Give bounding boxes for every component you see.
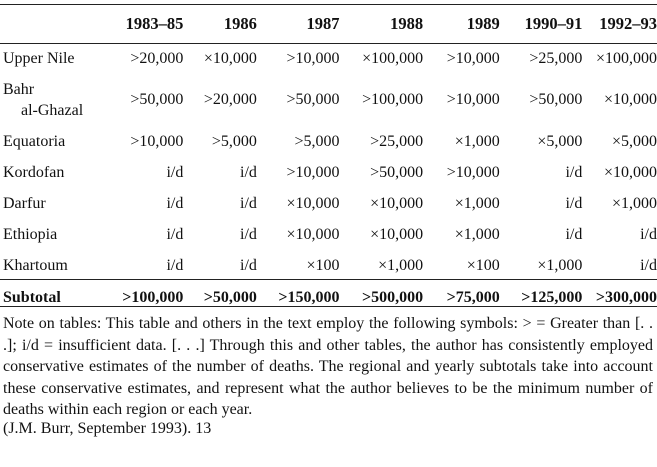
header-row bbox=[0, 5, 657, 43]
subtotal-cell: >50,000 bbox=[203, 288, 257, 306]
subtotal-cell: >300,000 bbox=[595, 288, 657, 306]
table-row bbox=[0, 157, 657, 188]
table-cell: >10,000 bbox=[446, 163, 500, 181]
table-cell: ×100,000 bbox=[362, 49, 424, 67]
table-cell: >20,000 bbox=[130, 49, 184, 67]
column-header bbox=[0, 5, 108, 43]
table-row bbox=[0, 126, 657, 157]
table-cell: i/d bbox=[640, 225, 657, 243]
column-header: 1992–93 bbox=[599, 14, 657, 33]
table-cell: ×5,000 bbox=[537, 132, 583, 150]
subtotal-cell: >125,000 bbox=[521, 288, 583, 306]
table-cell: >10,000 bbox=[286, 163, 340, 181]
table-cell: >50,000 bbox=[130, 91, 184, 108]
region-name: Kordofan bbox=[3, 163, 65, 181]
subtotal-label: Subtotal bbox=[3, 288, 61, 306]
column-header: 1986 bbox=[223, 14, 257, 33]
table-cell: ×5,000 bbox=[611, 132, 657, 150]
table-cell: ×1,000 bbox=[611, 194, 657, 212]
region-name: Equatoria bbox=[3, 132, 66, 150]
column-header: 1983–85 bbox=[125, 14, 184, 33]
table-cell: ×10,000 bbox=[603, 163, 657, 181]
table-cell: i/d bbox=[640, 256, 657, 274]
table-cell: i/d bbox=[565, 194, 583, 212]
column-header: 1987 bbox=[306, 14, 340, 33]
table-cell: ×100 bbox=[306, 256, 340, 274]
table-cell: ×100 bbox=[466, 256, 500, 274]
deaths-table bbox=[0, 5, 657, 312]
table-row bbox=[0, 219, 657, 250]
table-cell: >25,000 bbox=[529, 49, 583, 67]
table-cell: ×10,000 bbox=[370, 194, 424, 212]
table-cell: >5,000 bbox=[211, 132, 257, 150]
table-cell: >10,000 bbox=[286, 49, 340, 67]
table-cell: >10,000 bbox=[446, 91, 500, 108]
table-row bbox=[0, 43, 657, 74]
table-cell: i/d bbox=[240, 163, 257, 181]
table-cell: i/d bbox=[166, 194, 184, 212]
table-cell: i/d bbox=[166, 225, 184, 243]
table-cell: i/d bbox=[240, 225, 257, 243]
table-cell: >5,000 bbox=[294, 132, 340, 150]
region-name-line: al-Ghazal bbox=[21, 102, 84, 119]
table-cell: ×100,000 bbox=[595, 49, 657, 67]
table-cell: i/d bbox=[166, 163, 184, 181]
column-header: 1988 bbox=[390, 14, 424, 33]
table-cell: >50,000 bbox=[286, 91, 340, 108]
region-name: Khartoum bbox=[3, 256, 68, 274]
table-cell: i/d bbox=[565, 163, 583, 181]
column-header: 1990–91 bbox=[524, 14, 583, 33]
table-cell: >100,000 bbox=[362, 91, 424, 108]
table-cell: ×1,000 bbox=[454, 132, 500, 150]
source-citation: (J.M. Burr, September 1993). 13 bbox=[3, 420, 212, 437]
region-name: Ethiopia bbox=[3, 225, 58, 243]
table-cell: ×10,000 bbox=[203, 49, 257, 67]
table-note: Note on tables: This table and others in the text employ the following symbols: > = Greater than [. . .]; i/d = insufficient data. [. . .] Through this and other tables, the author has consistently employed conservative estimates of the number of deaths. The regional and yearly subtotals take into account these conservative estimates, and represent what the author believes to be the minimum number of deaths within each region or each year. bbox=[3, 315, 653, 419]
table-cell: ×1,000 bbox=[537, 256, 583, 274]
table-cell: i/d bbox=[565, 225, 583, 243]
subtotal-cell: >150,000 bbox=[278, 288, 340, 306]
region-name: Darfur bbox=[3, 194, 46, 212]
column-header: 1989 bbox=[466, 14, 500, 33]
subtotal-row bbox=[0, 281, 657, 312]
subtotal-cell: >500,000 bbox=[362, 288, 424, 306]
table-cell: >25,000 bbox=[370, 132, 424, 150]
table-cell: ×1,000 bbox=[378, 256, 424, 274]
table-cell: ×1,000 bbox=[454, 225, 500, 243]
table-cell: i/d bbox=[166, 256, 184, 274]
table-cell: ×10,000 bbox=[370, 225, 424, 243]
table-cell: ×10,000 bbox=[286, 194, 340, 212]
subtotal-cell: >100,000 bbox=[122, 288, 184, 306]
table-cell: >20,000 bbox=[203, 91, 257, 108]
table-row bbox=[0, 74, 657, 126]
table-cell: i/d bbox=[240, 194, 257, 212]
table-cell: ×1,000 bbox=[454, 194, 500, 212]
table-cell: i/d bbox=[240, 256, 257, 274]
table-cell: >10,000 bbox=[446, 49, 500, 67]
table-cell: >50,000 bbox=[370, 163, 424, 181]
region-name: Upper Nile bbox=[3, 49, 75, 67]
table-cell: ×10,000 bbox=[286, 225, 340, 243]
table-cell: ×10,000 bbox=[603, 91, 657, 108]
table-cell: >10,000 bbox=[130, 132, 184, 150]
table-row bbox=[0, 188, 657, 219]
region-name bbox=[0, 74, 108, 126]
table-cell: >50,000 bbox=[529, 91, 583, 108]
table-row bbox=[0, 250, 657, 281]
subtotal-cell: >75,000 bbox=[446, 288, 500, 306]
region-name-line: Bahr bbox=[3, 81, 35, 98]
